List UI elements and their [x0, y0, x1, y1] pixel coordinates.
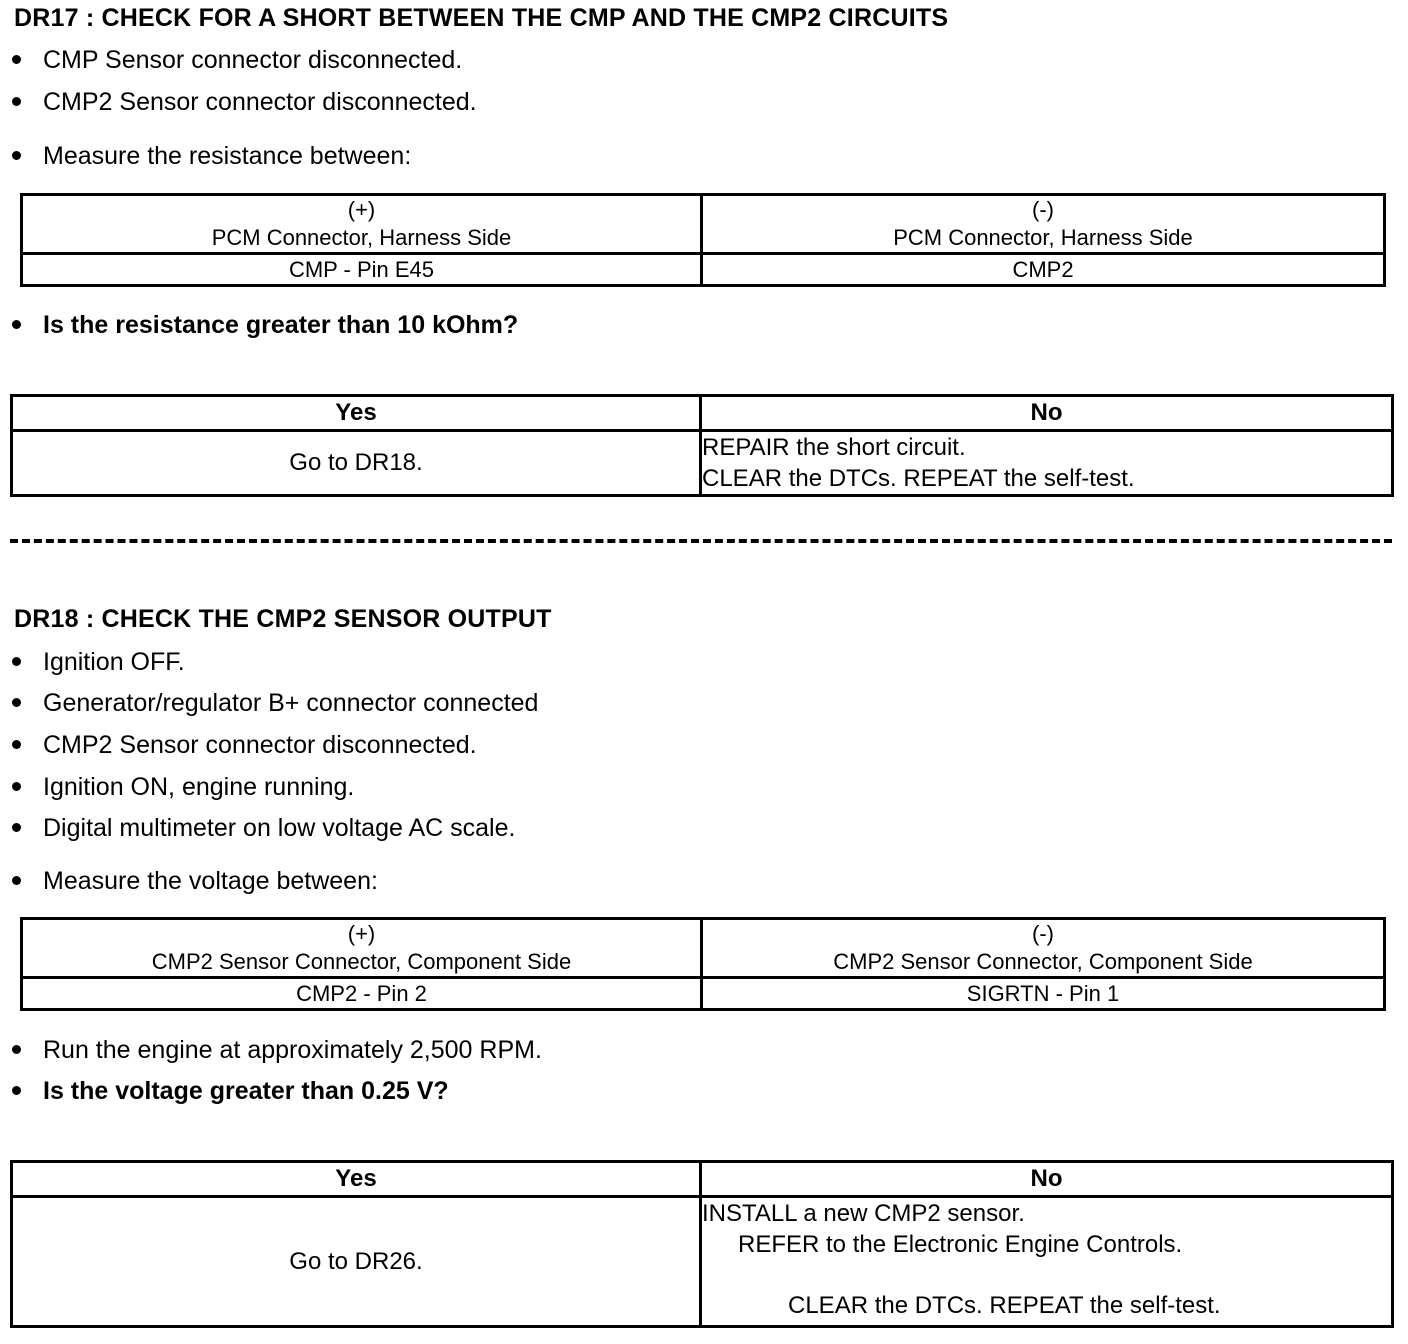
bullet-dot [12, 657, 21, 666]
dr18-measurement-table [20, 917, 1386, 1011]
minus-header: PCM Connector, Harness Side [893, 225, 1193, 250]
yes-header: Yes [12, 396, 701, 431]
bullet-dot [12, 698, 21, 707]
no-cell [701, 431, 1393, 496]
plus-value: CMP2 - Pin 2 [22, 978, 702, 1010]
dr17-measure-label: Measure the resistance between: [43, 142, 412, 170]
table-row [12, 1162, 1393, 1197]
dr18-bullet-2 [12, 689, 538, 718]
table-row [12, 396, 1393, 431]
bullet-dot [12, 823, 21, 832]
bullet-dot [12, 320, 21, 329]
dr17-heading: DR17 : CHECK FOR A SHORT BETWEEN THE CMP AND THE CMP2 CIRCUITS [14, 4, 949, 32]
plus-header: PCM Connector, Harness Side [211, 225, 512, 250]
dr18-run-text: Run the engine at approximately 2,500 RPM. [43, 1036, 542, 1064]
plus-header-cell [22, 919, 702, 978]
table-row [22, 919, 1385, 978]
table-row [22, 978, 1385, 1010]
bullet-dot [12, 97, 21, 106]
yes-cell: Go to DR26. [12, 1197, 701, 1327]
bullet-dot [12, 1086, 21, 1095]
minus-header: CMP2 Sensor Connector, Component Side [833, 949, 1253, 974]
plus-value: CMP - Pin E45 [22, 254, 702, 286]
no-line-2: CLEAR the DTCs. REPEAT the self-test. [702, 465, 1135, 492]
dr18-bullet-5-text: Digital multimeter on low voltage AC scale. [43, 814, 516, 842]
plus-header-cell [22, 195, 702, 254]
dr18-bullet-2-text: Generator/regulator B+ connector connected [43, 689, 539, 717]
dr18-bullet-4-text: Ignition ON, engine running. [43, 773, 355, 801]
dr17-measure-bullet [12, 142, 411, 171]
table-row [12, 431, 1393, 496]
bullet-dot [12, 151, 21, 160]
table-row [22, 254, 1385, 286]
table-row [22, 195, 1385, 254]
dr17-question: Is the resistance greater than 10 kOhm? [43, 311, 519, 339]
minus-value: SIGRTN - Pin 1 [702, 978, 1385, 1010]
no-header: No [701, 396, 1393, 431]
dr17-bullet-1 [12, 46, 462, 75]
dr17-bullet-1-text: CMP Sensor connector disconnected. [43, 46, 463, 74]
dr18-heading: DR18 : CHECK THE CMP2 SENSOR OUTPUT [14, 605, 552, 633]
dr18-bullet-4 [12, 773, 354, 802]
dr18-bullet-1 [12, 648, 185, 677]
plus-symbol: (+) [347, 197, 376, 222]
no-cell [701, 1197, 1393, 1327]
minus-symbol: (-) [1032, 197, 1054, 222]
no-header: No [701, 1162, 1393, 1197]
bullet-dot [12, 876, 21, 885]
bullet-dot [12, 740, 21, 749]
dr18-run-bullet [12, 1036, 542, 1065]
minus-header-cell [702, 195, 1385, 254]
dr18-result-table [10, 1160, 1394, 1328]
minus-symbol: (-) [1032, 921, 1054, 946]
yes-cell: Go to DR18. [12, 431, 701, 496]
section-divider [10, 539, 1392, 543]
table-row [12, 1197, 1393, 1327]
minus-value: CMP2 [702, 254, 1385, 286]
plus-symbol: (+) [347, 921, 376, 946]
dr17-measurement-table [20, 193, 1386, 287]
dr18-measure-bullet [12, 867, 378, 896]
dr18-measure-label: Measure the voltage between: [43, 867, 378, 895]
dr18-bullet-5 [12, 814, 515, 843]
dr17-bullet-2-text: CMP2 Sensor connector disconnected. [43, 88, 477, 116]
bullet-dot [12, 1045, 21, 1054]
dr17-bullet-2 [12, 88, 477, 117]
dr17-result-table [10, 394, 1394, 497]
yes-header: Yes [12, 1162, 701, 1197]
bullet-dot [12, 782, 21, 791]
plus-header: CMP2 Sensor Connector, Component Side [151, 949, 572, 974]
no-line-3: CLEAR the DTCs. REPEAT the self-test. [788, 1292, 1221, 1319]
no-line-1: REPAIR the short circuit. [702, 434, 966, 461]
dr18-bullet-1-text: Ignition OFF. [43, 648, 185, 676]
dr18-question: Is the voltage greater than 0.25 V? [43, 1077, 449, 1105]
dr18-bullet-3-text: CMP2 Sensor connector disconnected. [43, 731, 477, 759]
dr18-bullet-3 [12, 731, 477, 760]
dr17-question-bullet [12, 311, 518, 340]
no-line-2: REFER to the Electronic Engine Controls. [738, 1231, 1183, 1258]
no-line-1: INSTALL a new CMP2 sensor. [702, 1200, 1025, 1227]
bullet-dot [12, 55, 21, 64]
dr18-question-bullet [12, 1077, 449, 1106]
minus-header-cell [702, 919, 1385, 978]
